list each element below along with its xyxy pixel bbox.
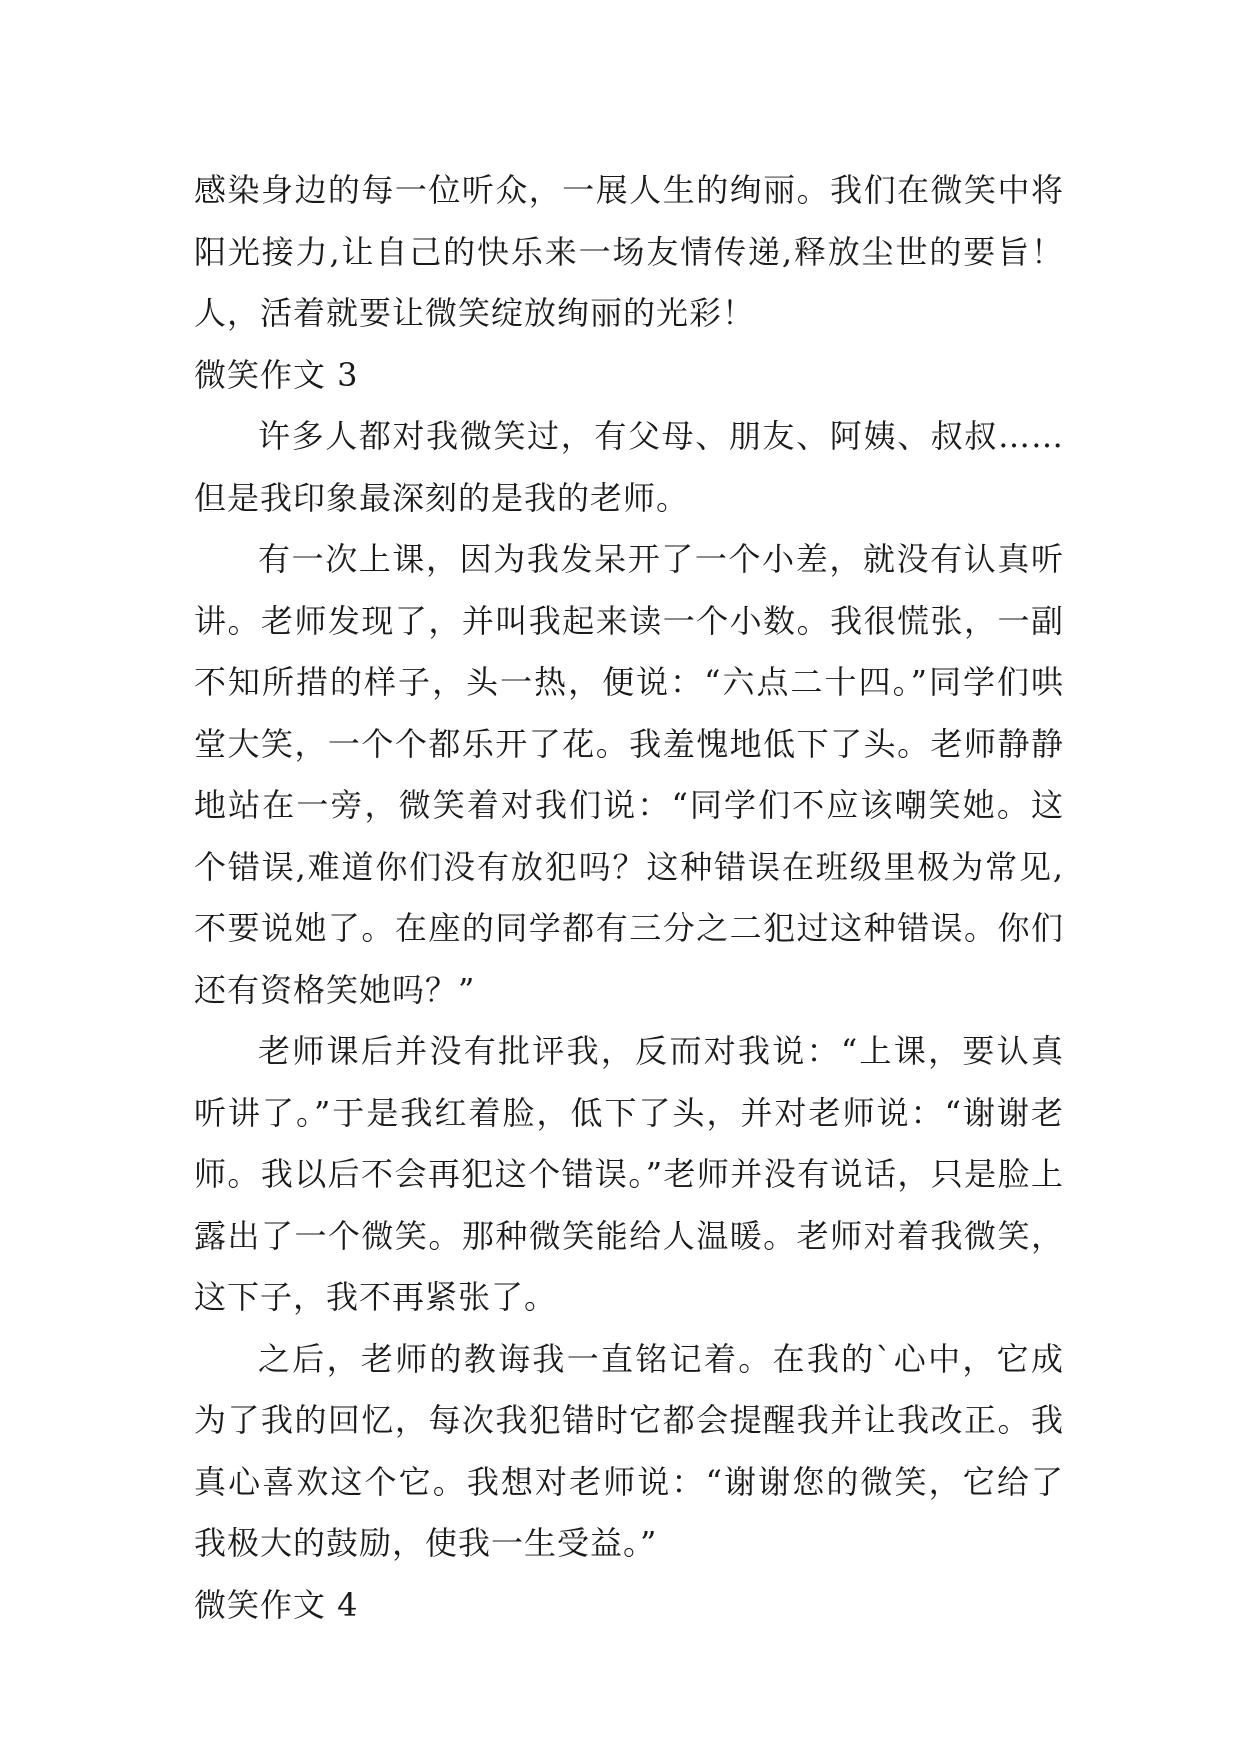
paragraph: 许多人都对我微笑过，有父母、朋友、阿姨、叔叔……但是我印象最深刻的是我的老师。 — [194, 417, 1064, 517]
paragraph: 有一次上课，因为我发呆开了一个小差，就没有认真听讲。老师发现了，并叫我起来读一个小数。我很慌张，一副不知所措的样子，头一热，便说：“六点二十四。”同学们哄堂大笑，一个个都乐开了花。我羞愧地低下了头。老师静静地站在一旁，微笑着对我们说：“同学们不应该嘲笑她。这个错误,难道你们没有放犯吗？这种错误在班级里极为常见,不要说她了。在座的同学都有三分之二犯过这种错误。你们还有资格笑她吗？” — [194, 540, 1064, 1009]
section-heading-essay-3: 微笑作文 3 — [194, 355, 359, 394]
paragraph: 老师课后并没有批评我，反而对我说：“上课，要认真听讲了。”于是我红着脸，低下了头，并对老师说：“谢谢老师。我以后不会再犯这个错误。”老师并没有说话，只是脸上露出了一个微笑。那种微笑能给人温暖。老师对着我微笑，这下子，我不再紧张了。 — [194, 1032, 1064, 1316]
paragraph-continuation: 感染身边的每一位听众，一展人生的绚丽。我们在微笑中将阳光接力,让自己的快乐来一场友情传递,释放尘世的要旨！人，活着就要让微笑绽放绚丽的光彩！ — [194, 171, 1064, 332]
document-body — [194, 160, 1064, 1636]
paragraph: 之后，老师的教诲我一直铭记着。在我的`心中，它成为了我的回忆，每次我犯错时它都会提醒我并让我改正。我真心喜欢这个它。我想对老师说：“谢谢您的微笑，它给了我极大的鼓励，使我一生受益。” — [194, 1339, 1064, 1562]
section-heading-essay-4: 微笑作文 4 — [194, 1585, 359, 1624]
